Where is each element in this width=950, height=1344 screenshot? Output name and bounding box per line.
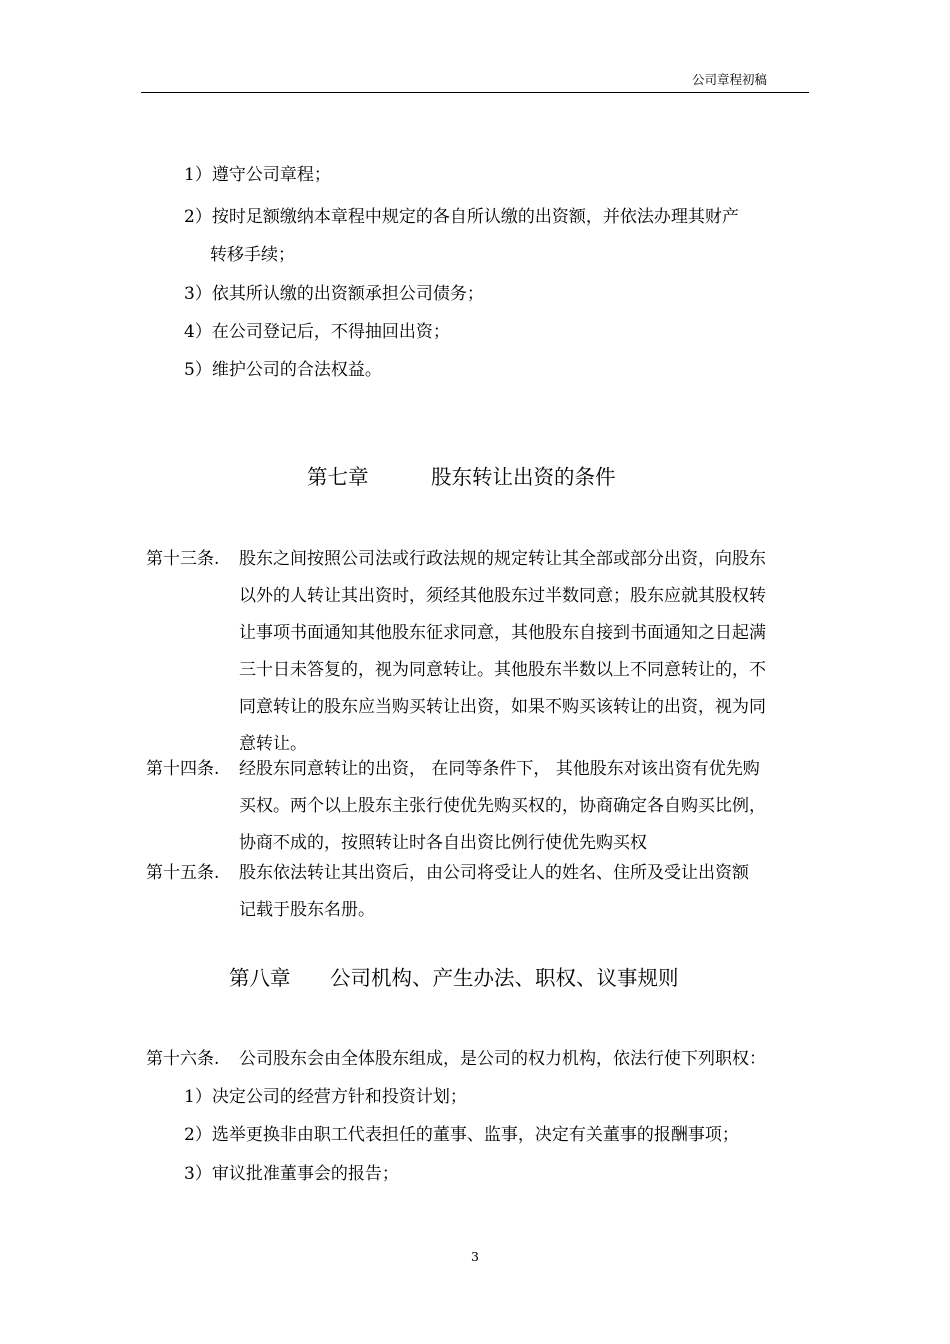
- article-16-item-2: 2）选举更换非由职工代表担任的董事、监事，决定有关董事的报酬事项；: [184, 1125, 739, 1145]
- obligation-item-2: 2）按时足额缴纳本章程中规定的各自所认缴的出资额，并依法办理其财产: [184, 207, 739, 227]
- page-number: 3: [471, 1249, 479, 1264]
- article-16-line-1: 公司股东会由全体股东组成，是公司的权力机构，依法行使下列职权：: [239, 1049, 766, 1069]
- article-15-label: 第十五条.: [146, 863, 220, 883]
- article-14-line-3: 协商不成的，按照转让时各自出资比例行使优先购买权: [239, 833, 647, 853]
- article-15-line-1: 股东依法转让其出资后，由公司将受让人的姓名、住所及受让出资额: [239, 863, 749, 883]
- article-14-line-2: 买权。两个以上股东主张行使优先购买权的，协商确定各自购买比例，: [239, 796, 766, 816]
- chapter-8-number: 第八章: [229, 966, 291, 990]
- article-13-line-6: 意转让。: [239, 734, 307, 754]
- article-15-line-2: 记载于股东名册。: [239, 900, 375, 920]
- article-13-line-1: 股东之间按照公司法或行政法规的规定转让其全部或部分出资，向股东: [239, 549, 766, 569]
- chapter-7-title: 股东转让出资的条件: [431, 465, 616, 489]
- obligation-item-2-continued: 转移手续；: [210, 245, 295, 265]
- page-header: [141, 64, 809, 93]
- article-14-line-1: 经股东同意转让的出资， 在同等条件下， 其他股东对该出资有优先购: [239, 759, 760, 779]
- obligation-item-1: 1）遵守公司章程；: [184, 165, 331, 185]
- chapter-8-title: 公司机构、产生办法、职权、议事规则: [330, 966, 679, 990]
- article-16-item-1: 1）决定公司的经营方针和投资计划；: [184, 1087, 467, 1107]
- article-13-line-4: 三十日未答复的，视为同意转让。其他股东半数以上不同意转让的，不: [239, 660, 766, 680]
- article-13-line-3: 让事项书面通知其他股东征求同意，其他股东自接到书面通知之日起满: [239, 623, 766, 643]
- article-16-label: 第十六条.: [146, 1049, 220, 1069]
- obligation-item-4: 4）在公司登记后，不得抽回出资；: [184, 322, 450, 342]
- article-13-label: 第十三条.: [146, 549, 220, 569]
- obligation-item-3: 3）依其所认缴的出资额承担公司债务；: [184, 284, 484, 304]
- article-16-item-3: 3）审议批准董事会的报告；: [184, 1164, 399, 1184]
- article-13-line-2: 以外的人转让其出资时，须经其他股东过半数同意；股东应就其股权转: [239, 586, 766, 606]
- header-title: 公司章程初稿: [691, 72, 767, 87]
- chapter-7-number: 第七章: [307, 465, 369, 489]
- article-14-label: 第十四条.: [146, 759, 220, 779]
- obligation-item-5: 5）维护公司的合法权益。: [184, 360, 382, 380]
- article-13-line-5: 同意转让的股东应当购买转让出资，如果不购买该转让的出资，视为同: [239, 697, 766, 717]
